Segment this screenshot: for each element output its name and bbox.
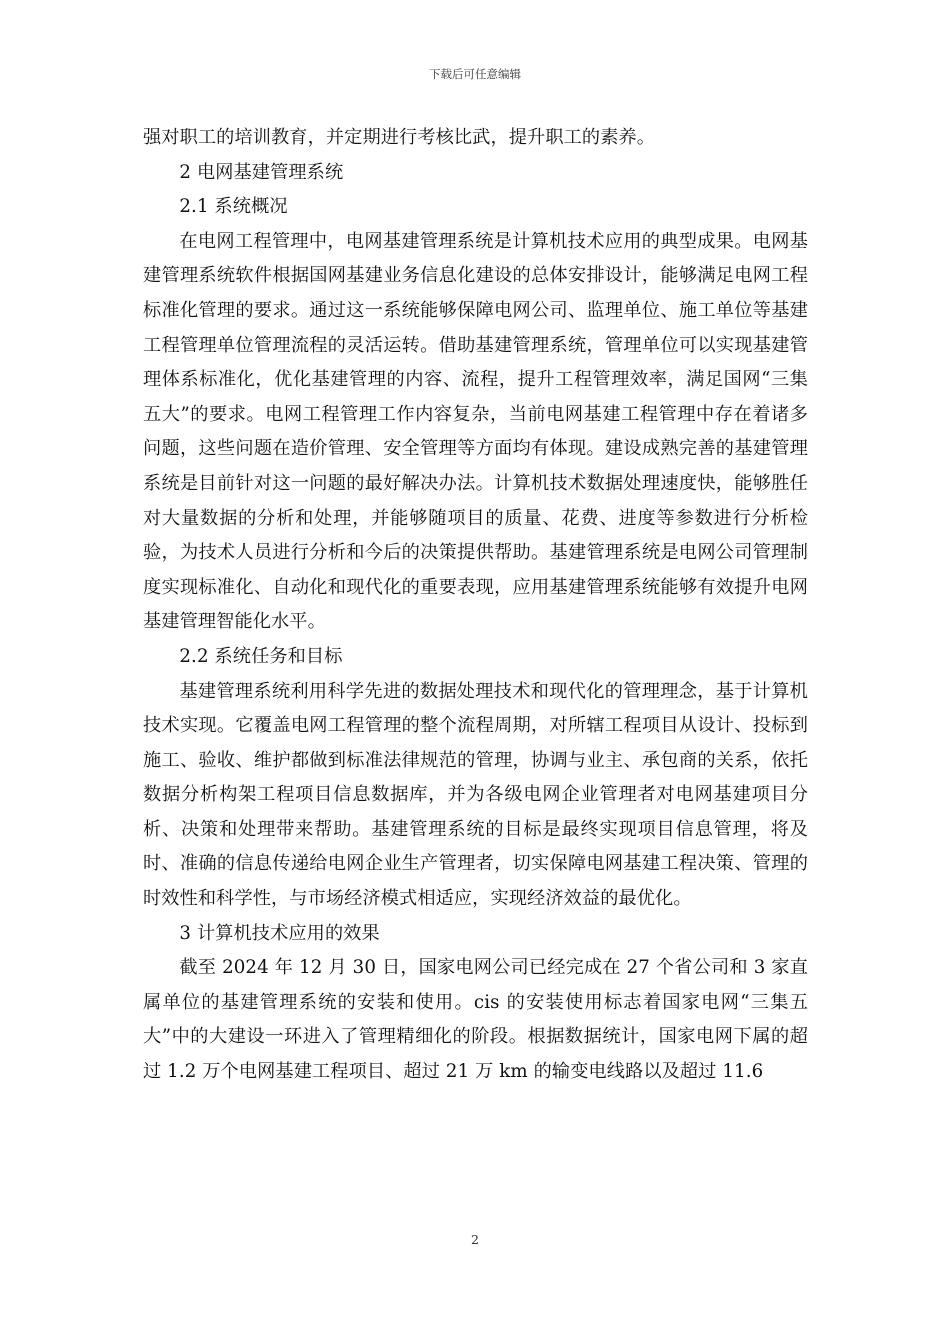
document-body (143, 121, 808, 1090)
paragraph-application-effects: 截至 2024 年 12 月 30 日，国家电网公司已经完成在 27 个省公司和 3 家直属单位的基建管理系统的安装和使用。cis 的安装使用标志着国家电网“三集五大”中的大建设一环进入了管理精细化的阶段。根据数据统计，国家电网下属的超过 1.2 万个电网基建工程项目、超过 21 万 km 的输变电线路以及超过 11.6 (143, 957, 808, 1083)
page-number: 2 (471, 1232, 479, 1247)
subsection-heading-2-1: 2.1 系统概况 (179, 196, 288, 218)
paragraph-system-goals: 基建管理系统利用科学先进的数据处理技术和现代化的管理理念，基于计算机技术实现。它覆盖电网工程管理的整个流程周期，对所辖工程项目从设计、投标到施工、验收、维护都做到标准法律规范的管理，协调与业主、承包商的关系，依托数据分析构架工程项目信息数据库，并为各级电网企业管理者对电网基建项目分析、决策和处理带来帮助。基建管理系统的目标是最终实现项目信息管理，将及时、准确的信息传递给电网企业生产管理者，切实保障电网基建工程决策、管理的时效性和科学性，与市场经济模式相适应，实现经济效益的最优化。 (143, 680, 808, 910)
section-heading-2: 2 电网基建管理系统 (179, 161, 344, 183)
subsection-heading-2-2: 2.2 系统任务和目标 (179, 645, 343, 667)
page-header: 下载后可任意编辑 (429, 67, 521, 81)
paragraph-continuation: 强对职工的培训教育，并定期进行考核比武，提升职工的素养。 (143, 127, 656, 148)
paragraph-system-overview: 在电网工程管理中，电网基建管理系统是计算机技术应用的典型成果。电网基建管理系统软件根据国网基建业务信息化建设的总体安排设计，能够满足电网工程标准化管理的要求。通过这一系统能够保障电网公司、监理单位、施工单位等基建工程管理单位管理流程的灵活运转。借助基建管理系统，管理单位可以实现基建管理体系标准化，优化基建管理的内容、流程，提升工程管理效率，满足国网“三集五大”的要求。电网工程管理工作内容复杂，当前电网基建工程管理中存在着诸多问题，这些问题在造价管理、安全管理等方面均有体现。建设成熟完善的基建管理系统是目前针对这一问题的最好解决办法。计算机技术数据处理速度快，能够胜任对大量数据的分析和处理，并能够随项目的质量、花费、进度等参数进行分析检验，为技术人员进行分析和今后的决策提供帮助。基建管理系统是电网公司管理制度实现标准化、自动化和现代化的重要表现，应用基建管理系统能够有效提升电网基建管理智能化水平。 (143, 230, 808, 633)
section-heading-3: 3 计算机技术应用的效果 (179, 922, 380, 944)
